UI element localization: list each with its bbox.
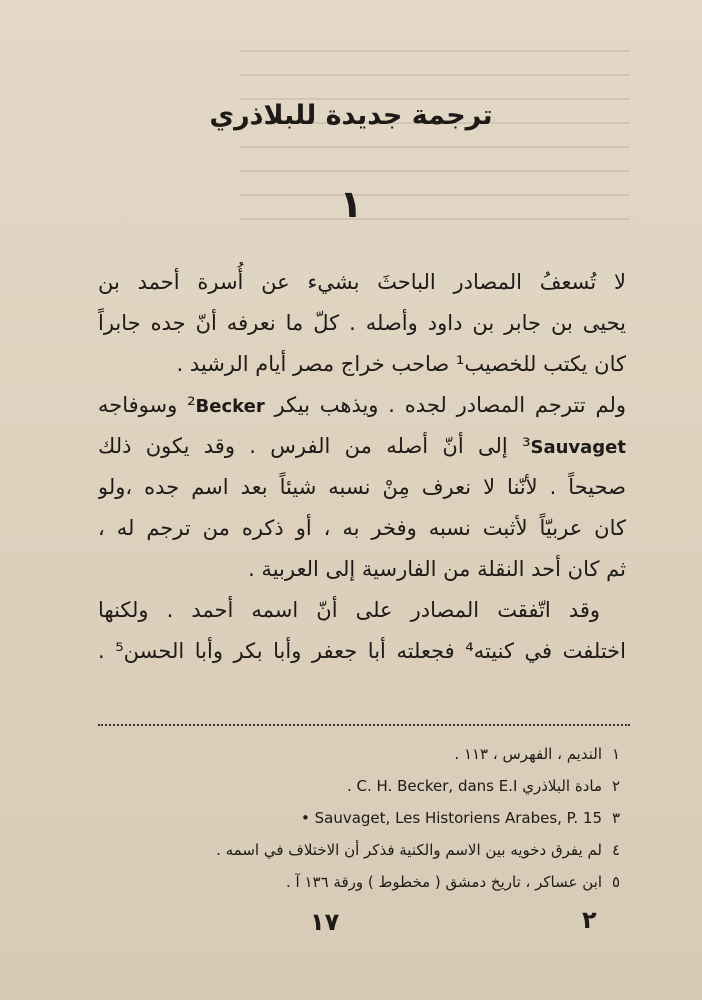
body-line: [98, 385, 626, 426]
footnote: [128, 770, 620, 802]
body-line: ثم كان أحد النقلة من الفارسية إلى العربية .: [248, 557, 626, 581]
footnote: [128, 802, 620, 834]
body-line: كان يكتب للخصيب¹ صاحب خراج مصر أيام الرشيد .: [176, 352, 626, 376]
body-text-segment: ³ إلى أنّ أصله من الفرس . وقد يكون ذلك: [98, 434, 531, 458]
body-text-segment: ² وسوفاجه: [98, 393, 196, 417]
footnote-number: ٢: [611, 777, 620, 795]
footnote-citation-latin: Sauvaget, Les Historiens Arabes, P. 15 •: [300, 809, 602, 827]
footnote: [128, 866, 620, 898]
footnote: [128, 834, 620, 866]
footnote-text: مادة البلاذري: [522, 777, 602, 795]
body-line: يحيى بن جابر بن داود وأصله . كلّ ما نعرفه أنّ جده جابراً: [98, 311, 626, 335]
body-line: كان عربيّاً لأثبت نسبه وفخر به ، أو ذكره من ترجم له ،: [98, 516, 626, 540]
footnote-text: النديم ، الفهرس ، ١١٣ .: [454, 745, 602, 763]
page-title: ترجمة جديدة للبلاذري: [209, 100, 493, 131]
author-name-latin: Sauvaget: [530, 437, 626, 458]
footnote-number: ١: [611, 745, 620, 763]
body-text: [98, 262, 626, 672]
body-line: وقد اتّفقت المصادر على أنّ اسمه أحمد . ولكنها: [98, 598, 600, 622]
footnote: [128, 738, 620, 770]
author-name-latin: Becker: [195, 396, 265, 417]
footnote-separator: [98, 724, 630, 726]
footnote-text: ابن عساكر ، تاريخ دمشق ( مخطوط ) ورقة ١٣٦ آ .: [286, 873, 602, 891]
page-number: ١٧: [310, 908, 340, 936]
footnote-number: ٤: [611, 841, 620, 859]
footnote-text: لم يفرق دخويه بين الاسم والكنية فذكر أن الاختلاف في اسمه .: [216, 841, 602, 859]
body-line: اختلفت في كنيته⁴ فجعلته أبا جعفر وأبا بكر وأبا الحسن⁵ .: [98, 639, 626, 663]
chapter-number: ١: [339, 182, 363, 226]
footnote-number: ٥: [611, 873, 620, 891]
body-text-segment: ولم تترجم المصادر لجده . ويذهب بيكر: [274, 393, 626, 417]
footnote-citation-latin: C. H. Becker, dans E.I .: [346, 777, 518, 795]
body-line: [98, 426, 626, 467]
body-line: صحيحاً . لأنّنا لا نعرف مِنْ نسبه شيئاً بعد اسم جده ،ولو: [98, 475, 626, 499]
body-line: لا تُسعفُ المصادر الباحثَ بشيء عن أُسرة أحمد بن: [98, 270, 626, 294]
show-through-text: [240, 28, 630, 268]
footnote-number: ٣: [611, 809, 620, 827]
signature-mark: ٢: [582, 906, 597, 934]
footnotes: [128, 738, 620, 898]
